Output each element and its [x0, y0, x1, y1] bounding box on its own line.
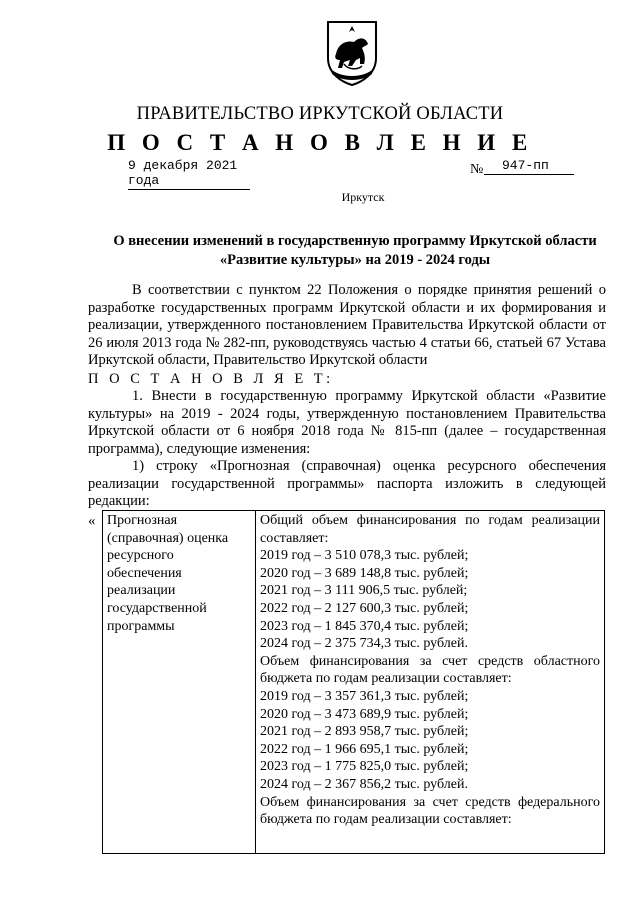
federal-funding-heading: Объем финансирования за счет средств федерального бюджета по годам реализации составляет:	[260, 794, 600, 828]
row-label-line: (справочная) оценка	[107, 530, 229, 546]
clause-1-paragraph: 1. Внести в государственную программу Иркутской области «Развитие культуры» на 2019 - 2024 годы, утвержденную постановлением Правительства Иркутской области от 6 ноября 2018 года № 815-пп (далее – государственная программа), следующие изменения:	[88, 388, 606, 457]
table-row	[103, 511, 605, 854]
opening-quote: «	[88, 513, 96, 529]
row-label-line: обеспечения	[107, 565, 182, 581]
document-type: П О С Т А Н О В Л Е Н И Е	[107, 130, 533, 155]
regional-funding-heading: Объем финансирования за счет средств областного бюджета по годам реализации составляет:	[260, 653, 600, 687]
funding-line: 2022 год – 1 966 695,1 тыс. рублей;	[260, 741, 469, 757]
funding-line: 2022 год – 2 127 600,3 тыс. рублей;	[260, 600, 469, 616]
decree-number: 947-пп	[484, 158, 574, 175]
funding-line: 2020 год – 3 473 689,9 тыс. рублей;	[260, 706, 469, 722]
total-funding-heading: Общий объем финансирования по годам реализации составляет:	[260, 513, 600, 546]
funding-line: 2021 год – 3 111 906,5 тыс. рублей;	[260, 583, 468, 599]
funding-line: 2023 год – 1 845 370,4 тыс. рублей;	[260, 618, 469, 634]
row-value-cell	[256, 511, 605, 854]
row-label-line: Прогнозная	[107, 513, 178, 528]
subclause-1-paragraph: 1) строку «Прогнозная (справочная) оценка ресурсного обеспечения реализации государственной программы» паспорта изложить в следующей редакции:	[88, 458, 606, 510]
government-name: ПРАВИТЕЛЬСТВО ИРКУТСКОЙ ОБЛАСТИ	[136, 104, 504, 124]
row-label-line: ресурсного	[107, 548, 174, 564]
funding-line: 2019 год – 3 357 361,3 тыс. рублей;	[260, 688, 469, 704]
decree-date: 9 декабря 2021 года	[128, 158, 250, 190]
resolves-heading: П О С Т А Н О В Л Я Е Т:	[88, 371, 334, 387]
funding-line: 2021 год – 2 893 958,7 тыс. рублей;	[260, 724, 469, 740]
preamble-paragraph: В соответствии с пунктом 22 Положения о порядке принятия решений о разработке государственных программ Иркутской области и их формирования и реализации, утвержденного постановлением Правительства Иркутской области от 26 июля 2013 года № 282-пп, руководствуясь частью 4 статьи 66, статьей 67 Устава Иркутской области, Правительство Иркутской области	[88, 282, 606, 369]
resource-table	[102, 510, 605, 854]
row-label-cell	[103, 511, 256, 854]
funding-line: 2024 год – 2 375 734,3 тыс. рублей.	[260, 636, 468, 652]
row-label-line: реализации	[107, 583, 176, 599]
document-title	[80, 232, 630, 270]
title-line: О внесении изменений в государственную программу Иркутской области	[113, 233, 597, 249]
funding-line: 2023 год – 1 775 825,0 тыс. рублей;	[260, 759, 469, 775]
coat-of-arms-emblem	[322, 18, 382, 86]
number-sign: №	[470, 162, 484, 177]
city-name: Иркутск	[341, 190, 385, 204]
title-line: «Развитие культуры» на 2019 - 2024 годы	[219, 252, 491, 268]
row-label-line: государственной	[107, 600, 207, 616]
funding-line: 2024 год – 2 367 856,2 тыс. рублей.	[260, 776, 468, 792]
funding-line: 2019 год – 3 510 078,3 тыс. рублей;	[260, 548, 469, 564]
row-label-line: программы	[107, 618, 175, 634]
funding-line: 2020 год – 3 689 148,8 тыс. рублей;	[260, 565, 469, 581]
